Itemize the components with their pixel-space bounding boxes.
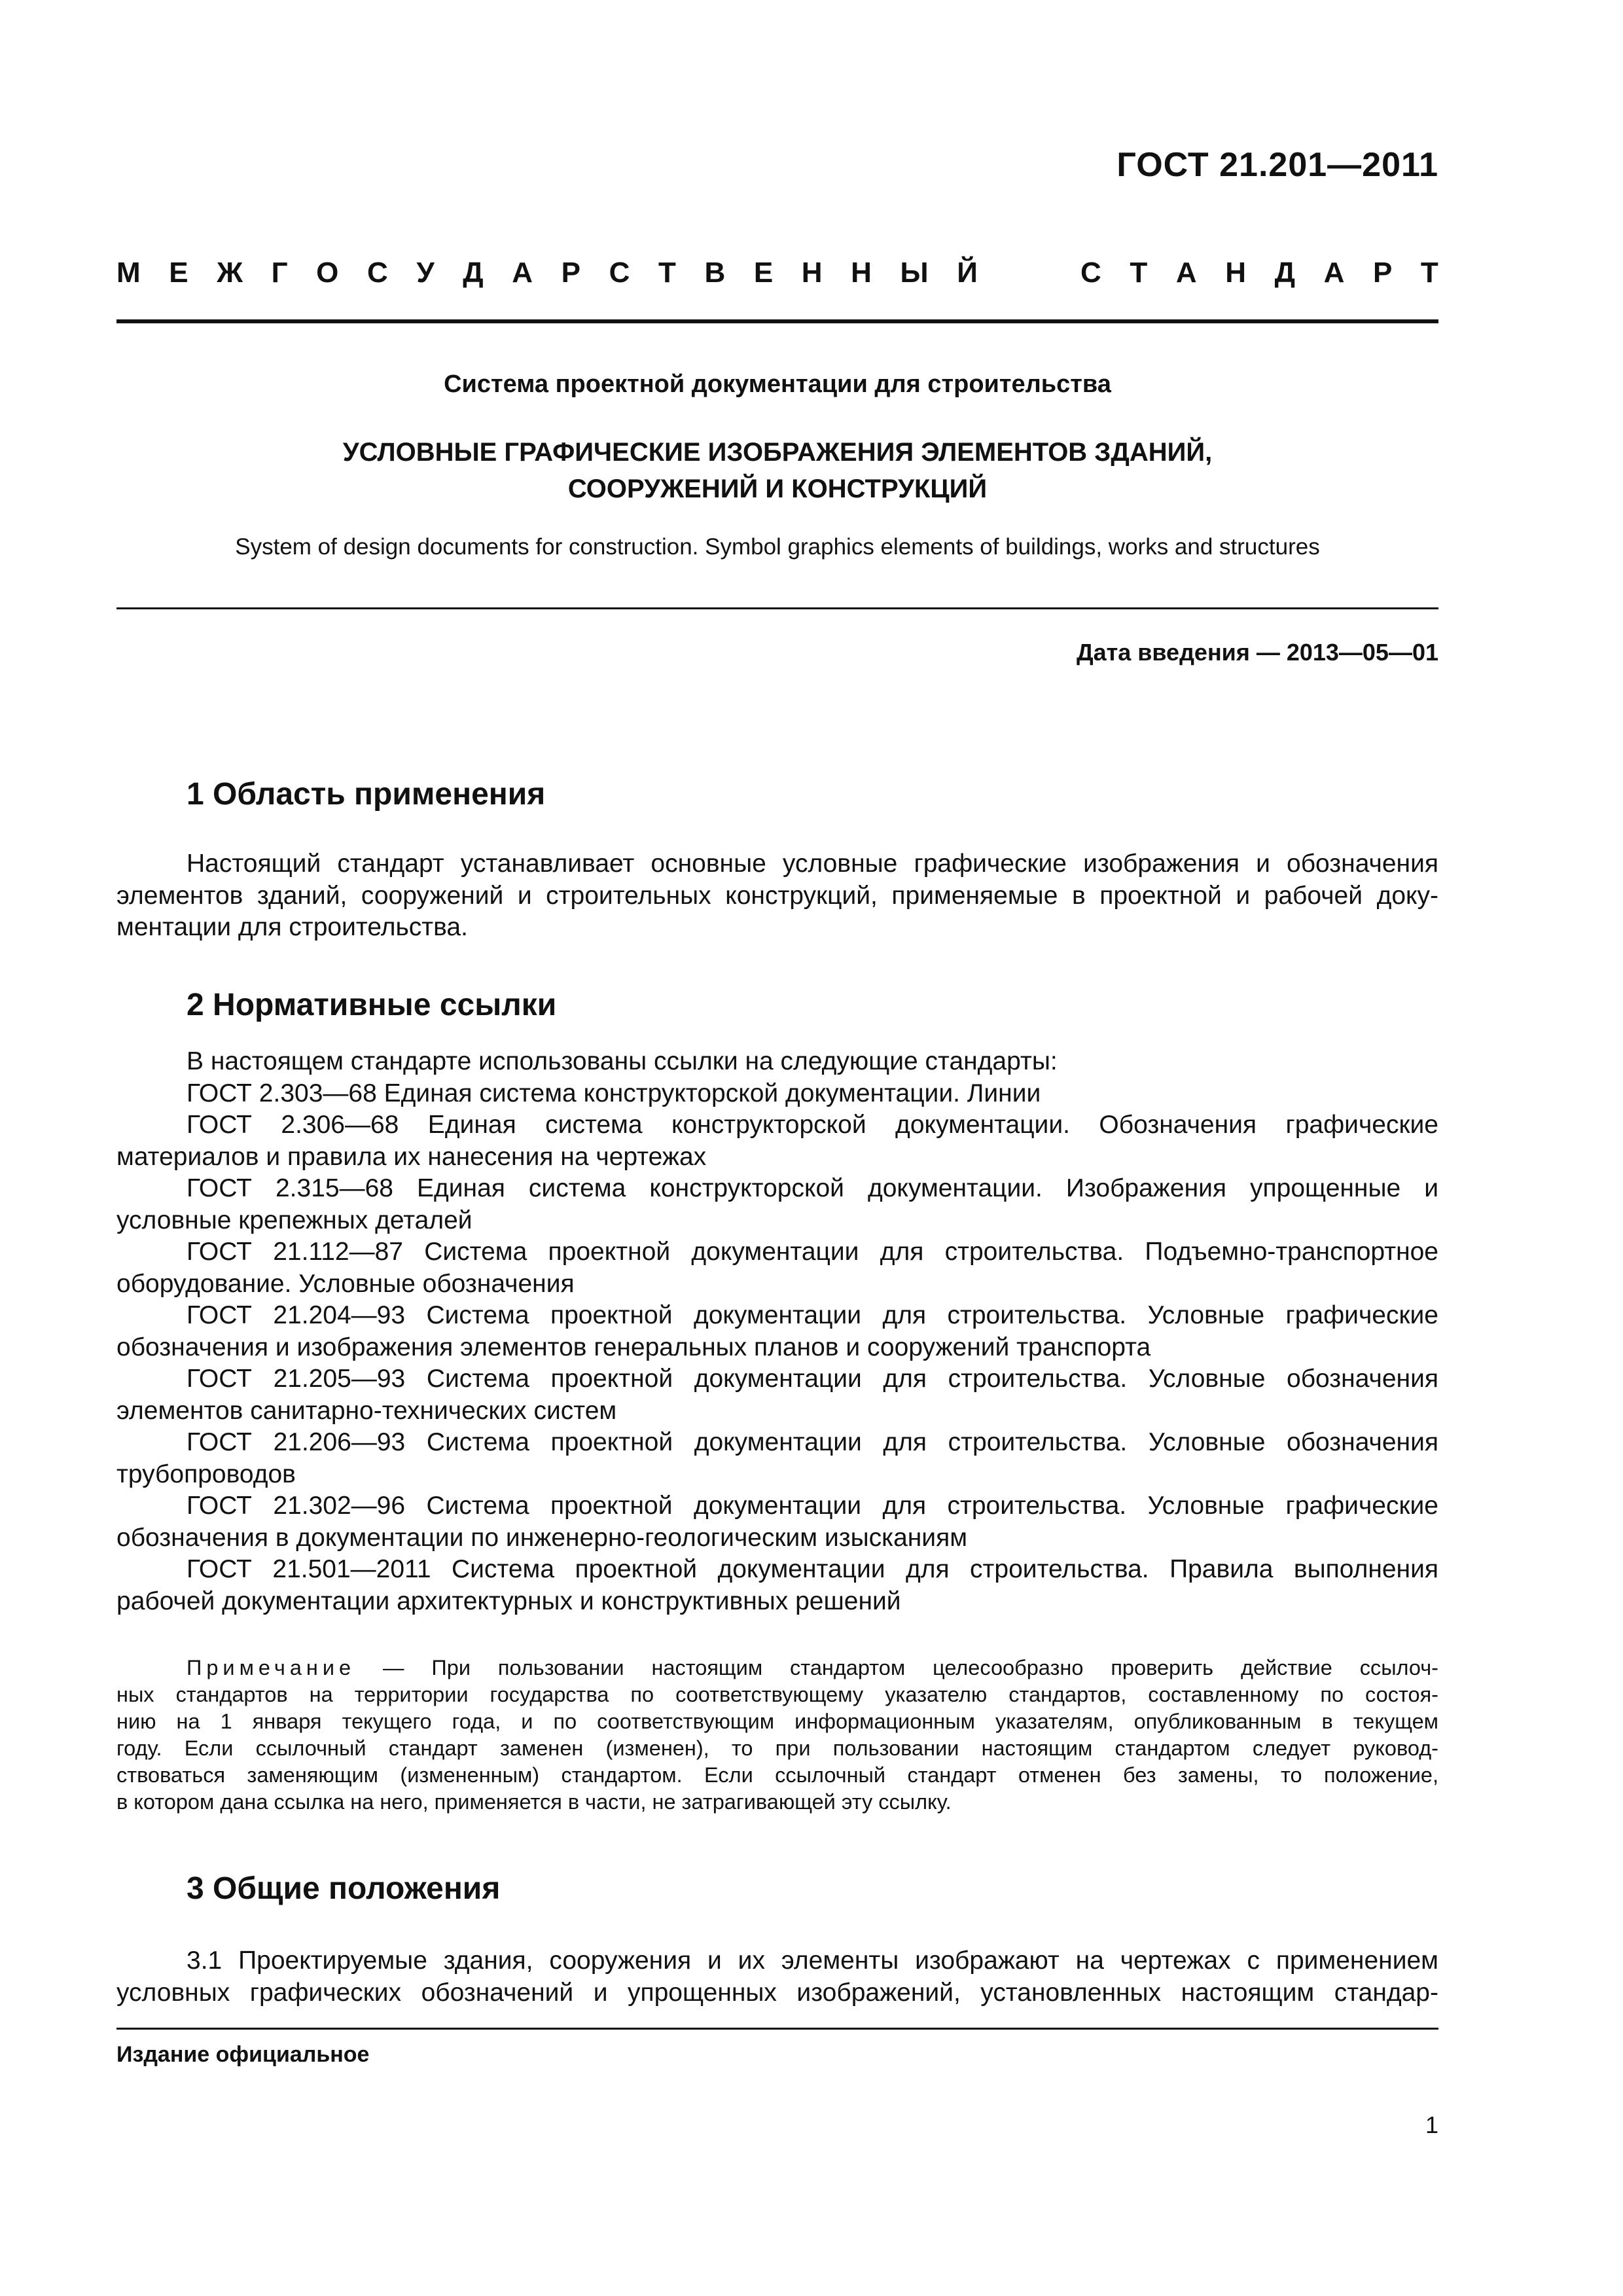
reference-item: [116, 1554, 1438, 1617]
main-title-line-2: СООРУЖЕНИЙ И КОНСТРУКЦИЙ: [567, 475, 988, 503]
banner-word-gap: [1006, 257, 1052, 289]
section-3-heading: 3 Общие положения: [187, 1871, 501, 1906]
banner-letter: Г: [271, 257, 288, 289]
section-1-line: Настоящий стандарт устанавливает основные условные графические изображения и обозначения: [187, 850, 1438, 878]
note-label: Примечание: [187, 1656, 356, 1679]
banner-letter: Т: [658, 257, 676, 289]
interstate-standard-banner: [116, 257, 1438, 289]
reference-item: [116, 1427, 1438, 1490]
reference-line: элементов санитарно-технических систем: [116, 1396, 617, 1425]
reference-line: оборудование. Условные обозначения: [116, 1269, 575, 1298]
reference-item: [116, 1363, 1438, 1427]
reference-line: условные крепежных деталей: [116, 1206, 473, 1234]
banner-letter: Н: [851, 257, 872, 289]
banner-letter: Р: [1372, 257, 1393, 289]
note-line: нию на 1 января текущего года, и по соответствующим информационным указателям, опубликованным в текущем: [116, 1710, 1438, 1733]
section-1-line: ментации для строительства.: [116, 913, 468, 941]
reference-item: [116, 1109, 1438, 1173]
note-text: — При пользовании настоящим стандартом целесообразно проверить действие ссылоч-: [383, 1656, 1438, 1679]
reference-line: ГОСТ 21.501—2011 Система проектной документации для строительства. Правила выполнения: [187, 1555, 1438, 1583]
reference-line: трубопроводов: [116, 1460, 296, 1488]
introduction-date: Дата введения — 2013—05—01: [1076, 639, 1438, 666]
banner-letter: С: [1080, 257, 1101, 289]
gost-number: ГОСТ 21.201—2011: [1116, 146, 1438, 184]
title-divider: [116, 607, 1438, 609]
footer-divider: [116, 2028, 1438, 2030]
section-1-line: элементов зданий, сооружений и строительных конструкций, применяемые в проектной и рабочей доку-: [116, 881, 1438, 910]
reference-line: ГОСТ 21.206—93 Система проектной документации для строительства. Условные обозначения: [187, 1428, 1438, 1456]
banner-letter: Е: [169, 257, 188, 289]
reference-item: [116, 1236, 1438, 1300]
banner-letter: А: [1175, 257, 1197, 289]
banner-letter: В: [704, 257, 726, 289]
note-line: ных стандартов на территории государства по соответствующему указателю стандартов, составленному по состоя-: [116, 1683, 1438, 1706]
banner-letter: Ы: [900, 257, 929, 289]
reference-item: [116, 1173, 1438, 1236]
reference-line: ГОСТ 21.112—87 Система проектной документации для строительства. Подъемно-транспортное: [187, 1238, 1438, 1266]
section-1-text: [116, 848, 1438, 944]
reference-line: ГОСТ 21.302—96 Система проектной документации для строительства. Условные графические: [187, 1492, 1438, 1520]
english-title: System of design documents for construction. Symbol graphics elements of buildings, works and structures: [235, 534, 1320, 560]
banner-letter: Е: [753, 257, 774, 289]
banner-letter: А: [1323, 257, 1345, 289]
note-line: ствоваться заменяющим (измененным) стандартом. Если ссылочный стандарт отменен без замены, то положение,: [116, 1763, 1438, 1787]
note-line: году. Если ссылочный стандарт заменен (изменен), то при пользовании настоящим стандартом следует руковод-: [116, 1736, 1438, 1760]
banner-letter: С: [609, 257, 630, 289]
reference-line: рабочей документации архитектурных и конструктивных решений: [116, 1587, 901, 1615]
main-title-line-1: УСЛОВНЫЕ ГРАФИЧЕСКИЕ ИЗОБРАЖЕНИЯ ЭЛЕМЕНТОВ ЗДАНИЙ,: [342, 438, 1213, 467]
reference-line: ГОСТ 2.306—68 Единая система конструкторской документации. Обозначения графические: [187, 1111, 1438, 1139]
banner-letter: М: [116, 257, 141, 289]
banner-letter: Р: [561, 257, 580, 289]
banner-letter: А: [512, 257, 533, 289]
note-line: в котором дана ссылка на него, применяется в части, не затрагивающей эту ссылку.: [116, 1790, 952, 1814]
reference-line: ГОСТ 2.315—68 Единая система конструкторской документации. Изображения упрощенные и: [187, 1174, 1438, 1202]
section-1-heading: 1 Область применения: [187, 777, 546, 812]
banner-letter: Т: [1130, 257, 1148, 289]
note-block: [116, 1655, 1438, 1816]
reference-line: ГОСТ 21.205—93 Система проектной документации для строительства. Условные обозначения: [187, 1365, 1438, 1393]
references-list: [116, 1046, 1438, 1617]
section-3-line: 3.1 Проектируемые здания, сооружения и их элементы изображают на чертежах с применением: [187, 1946, 1438, 1975]
reference-item: [116, 1490, 1438, 1554]
reference-line: ГОСТ 2.303—68 Единая система конструкторской документации. Линии: [187, 1079, 1041, 1107]
page-number: 1: [1425, 2111, 1438, 2138]
reference-line: материалов и правила их нанесения на чертежах: [116, 1142, 707, 1171]
banner-letter: Й: [957, 257, 978, 289]
banner-letter: Т: [1420, 257, 1438, 289]
edition-label: Издание официальное: [116, 2042, 370, 2067]
system-title: Система проектной документации для строительства: [444, 370, 1111, 398]
note-line: [116, 1655, 1438, 1681]
reference-item: [116, 1078, 1438, 1110]
banner-letter: Ж: [217, 257, 243, 289]
references-intro: В настоящем стандарте использованы ссылки на следующие стандарты:: [187, 1047, 1058, 1075]
section-3-text: [116, 1945, 1438, 2009]
banner-letter: О: [316, 257, 339, 289]
reference-line: обозначения и изображения элементов генеральных планов и сооружений транспорта: [116, 1333, 1151, 1361]
section-3-line: условных графических обозначений и упрощенных изображений, установленных настоящим стандар-: [116, 1978, 1438, 2007]
banner-letter: Н: [1225, 257, 1247, 289]
section-2-heading: 2 Нормативные ссылки: [187, 988, 557, 1022]
reference-item: [116, 1300, 1438, 1363]
banner-letter: С: [366, 257, 388, 289]
banner-letter: У: [416, 257, 435, 289]
reference-line: обозначения в документации по инженерно-геологическим изысканиям: [116, 1523, 968, 1552]
banner-letter: Д: [1274, 257, 1295, 289]
banner-letter: Н: [801, 257, 823, 289]
reference-line: ГОСТ 21.204—93 Система проектной документации для строительства. Условные графические: [187, 1301, 1438, 1329]
main-title: [116, 434, 1438, 507]
banner-letter: Д: [463, 257, 484, 289]
header-divider: [116, 319, 1438, 323]
document-page: [116, 0, 1438, 2296]
